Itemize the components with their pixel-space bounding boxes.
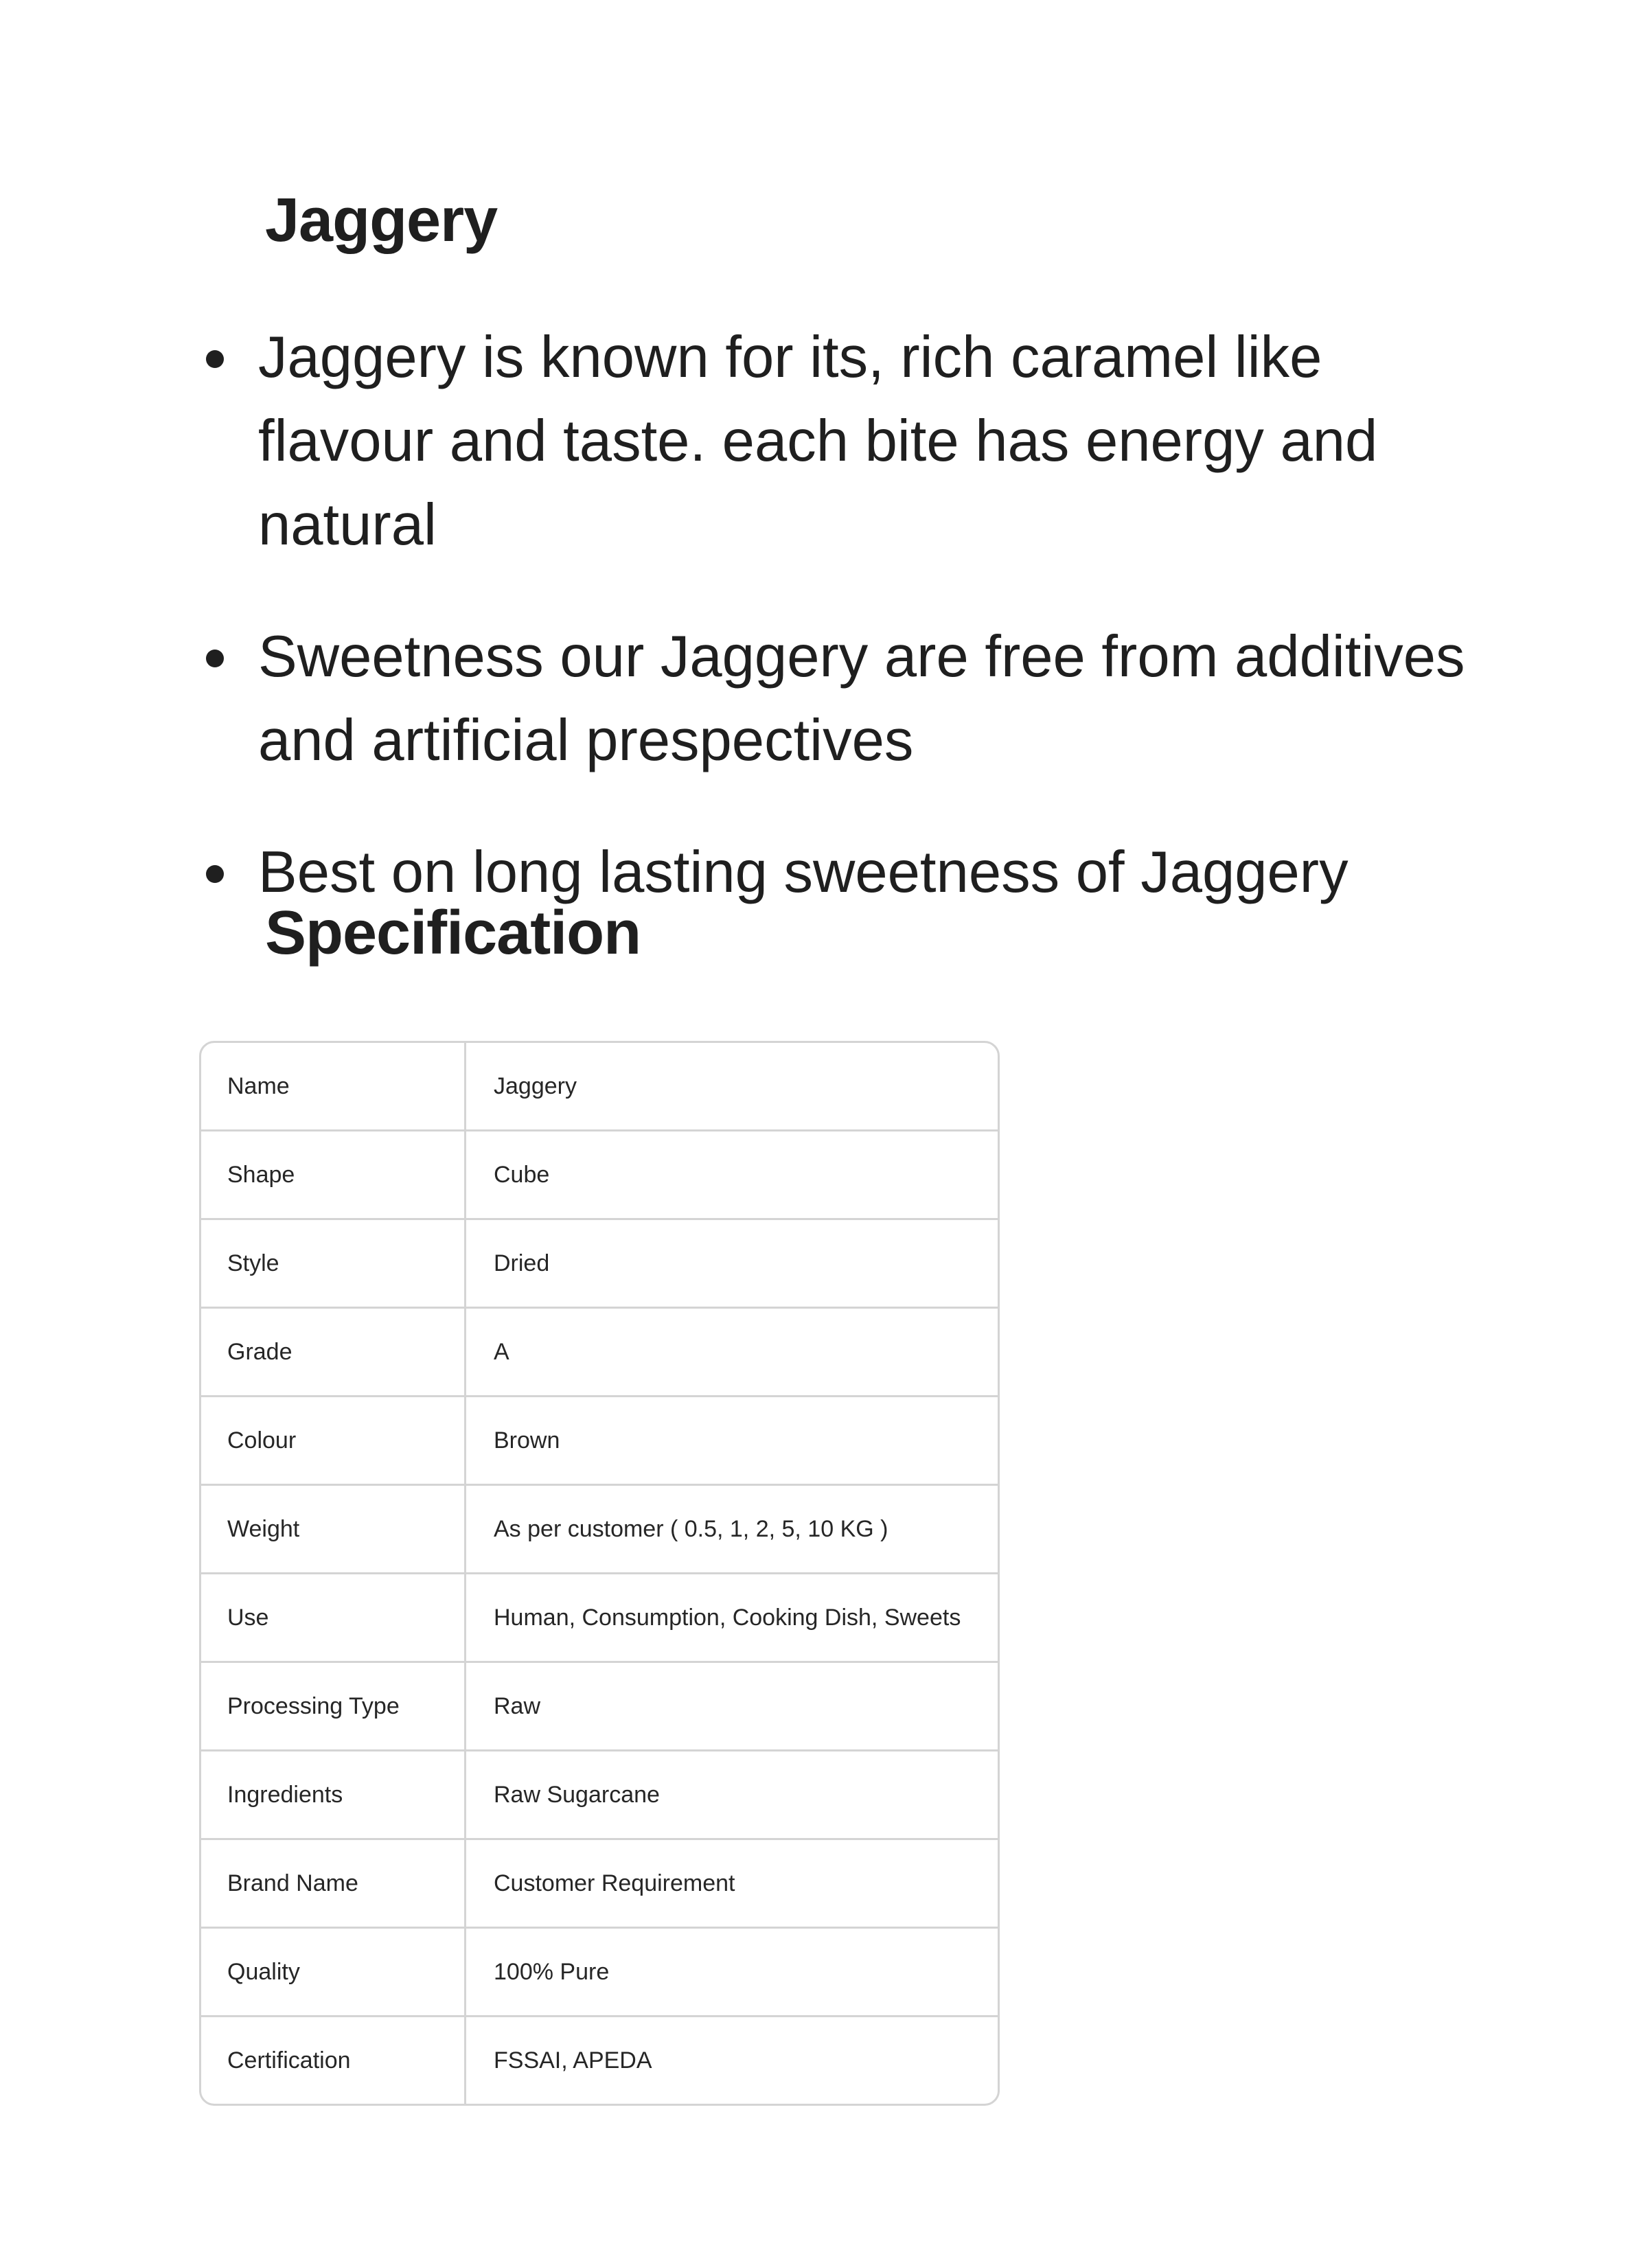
- bullet-icon: [206, 650, 224, 667]
- list-item: [258, 316, 1508, 567]
- spec-key: Quality: [201, 1929, 466, 2015]
- specification-table: [199, 1041, 1000, 2106]
- table-row: [201, 1397, 998, 1486]
- table-row: [201, 1663, 998, 1751]
- table-row: [201, 1220, 998, 1309]
- spec-key: Ingredients: [201, 1751, 466, 1838]
- spec-key: Colour: [201, 1397, 466, 1484]
- spec-value: Customer Requirement: [494, 1870, 735, 1896]
- feature-text: Sweetness our Jaggery are free from additives and artificial prespectives: [258, 624, 1465, 773]
- table-row: [201, 1486, 998, 1574]
- spec-value: Raw Sugarcane: [494, 1781, 660, 1808]
- feature-text: Best on long lasting sweetness of Jaggery: [258, 840, 1349, 905]
- spec-value: 100% Pure: [494, 1958, 610, 1985]
- table-row: [201, 1929, 998, 2017]
- spec-value: FSSAI, APEDA: [494, 2047, 652, 2074]
- product-heading: Jaggery: [265, 186, 498, 255]
- spec-key: Brand Name: [201, 1840, 466, 1927]
- table-row: [201, 1043, 998, 1132]
- table-row: [201, 1574, 998, 1663]
- bullet-icon: [206, 865, 224, 883]
- spec-value: Human, Consumption, Cooking Dish, Sweets: [494, 1604, 961, 1631]
- table-row: [201, 1840, 998, 1929]
- spec-key: Style: [201, 1220, 466, 1307]
- bullet-icon: [206, 350, 224, 368]
- spec-value: Brown: [494, 1427, 560, 1454]
- spec-key: Processing Type: [201, 1663, 466, 1749]
- table-row: [201, 1132, 998, 1220]
- spec-key: Grade: [201, 1309, 466, 1395]
- spec-key: Shape: [201, 1132, 466, 1218]
- table-row: [201, 2017, 998, 2104]
- spec-key: Use: [201, 1574, 466, 1661]
- table-row: [201, 1751, 998, 1840]
- specification-heading: Specification: [265, 899, 641, 967]
- spec-value: Dried: [494, 1250, 550, 1276]
- list-item: [258, 615, 1508, 783]
- spec-value: Raw: [494, 1692, 541, 1719]
- table-row: [201, 1309, 998, 1397]
- spec-value: As per customer ( 0.5, 1, 2, 5, 10 KG ): [494, 1515, 888, 1542]
- spec-value: A: [494, 1338, 509, 1365]
- feature-list: [258, 316, 1508, 967]
- spec-key: Name: [201, 1043, 466, 1129]
- spec-value: Cube: [494, 1161, 550, 1188]
- spec-value: Jaggery: [494, 1072, 577, 1099]
- spec-key: Certification: [201, 2017, 466, 2104]
- spec-key: Weight: [201, 1486, 466, 1572]
- feature-text: Jaggery is known for its, rich caramel like flavour and taste. each bite has energy and natural: [258, 325, 1378, 558]
